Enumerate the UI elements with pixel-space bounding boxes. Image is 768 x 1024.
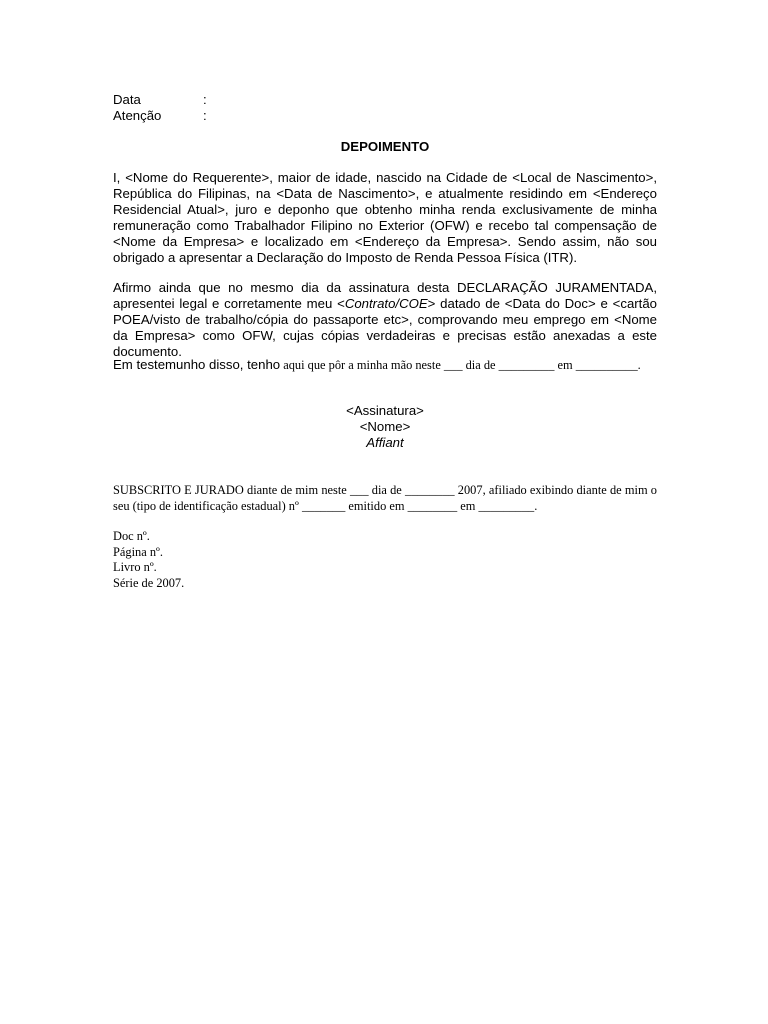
attention-label: Atenção xyxy=(113,108,162,123)
attention-separator: : xyxy=(203,108,207,123)
affirmation-contract-term: Contrato/COE xyxy=(344,296,428,311)
name-placeholder: <Nome> xyxy=(359,419,411,434)
book-number: Livro nº. xyxy=(113,560,157,574)
signature-placeholder: <Assinatura> xyxy=(346,403,424,418)
affirmation-text-1: Afirmo ainda que no mesmo dia da assinatura desta DECLARAÇÃO JURAMENTADA, apresentei legal e corretamente meu < xyxy=(113,280,657,311)
testimony-line xyxy=(113,357,641,373)
signature-block xyxy=(113,403,657,451)
series-year: Série de 2007. xyxy=(113,575,185,590)
testimony-text-sans: Em testemunho disso, tenho xyxy=(113,357,281,372)
date-row xyxy=(113,92,207,108)
subscribed-sworn-paragraph: SUBSCRITO E JURADO diante de mim neste ___ dia de ________ 2007, afiliado exibindo diante de mim o seu (tipo de identificação estadual) nº _______ emitido em ________ em _________. xyxy=(113,483,657,513)
paragraph-affirmation xyxy=(113,280,657,360)
attention-row xyxy=(113,108,207,124)
notary-doc-info xyxy=(113,529,184,591)
page-number: Página nº. xyxy=(113,544,163,559)
testimony-text-serif: aqui que pôr a minha mão neste ___ dia de _________ em __________. xyxy=(280,358,641,372)
affirmation-text-2: > datado de <Data do Doc> e <cartão POEA/visto de trabalho/cópia do passaporte etc>, comprovando meu emprego em <Nome da Empresa> como OFW, cujas cópias verdadeiras e precisas estão anexadas a este documento. xyxy=(113,296,658,359)
date-label: Data xyxy=(113,92,141,107)
memo-header xyxy=(113,92,207,124)
date-separator: : xyxy=(203,92,207,107)
doc-number: Doc nº. xyxy=(113,529,150,543)
affiant-label: Affiant xyxy=(366,435,404,450)
paragraph-declaration: I, <Nome do Requerente>, maior de idade, nascido na Cidade de <Local de Nascimento>, República do Filipinas, na <Data de Nascimento>, e atualmente residindo em <Endereço Residencial Atual>, juro e deponho que obtenho minha renda exclusivamente de minha remuneração como Trabalhador Filipino no Exterior (OFW) e recebo tal compensação de <Nome da Empresa> e localizado em <Endereço da Empresa>. Sendo assim, não sou obrigado a apresentar a Declaração do Imposto de Renda Pessoa Física (ITR). xyxy=(113,170,657,265)
document-title: DEPOIMENTO xyxy=(340,139,430,154)
